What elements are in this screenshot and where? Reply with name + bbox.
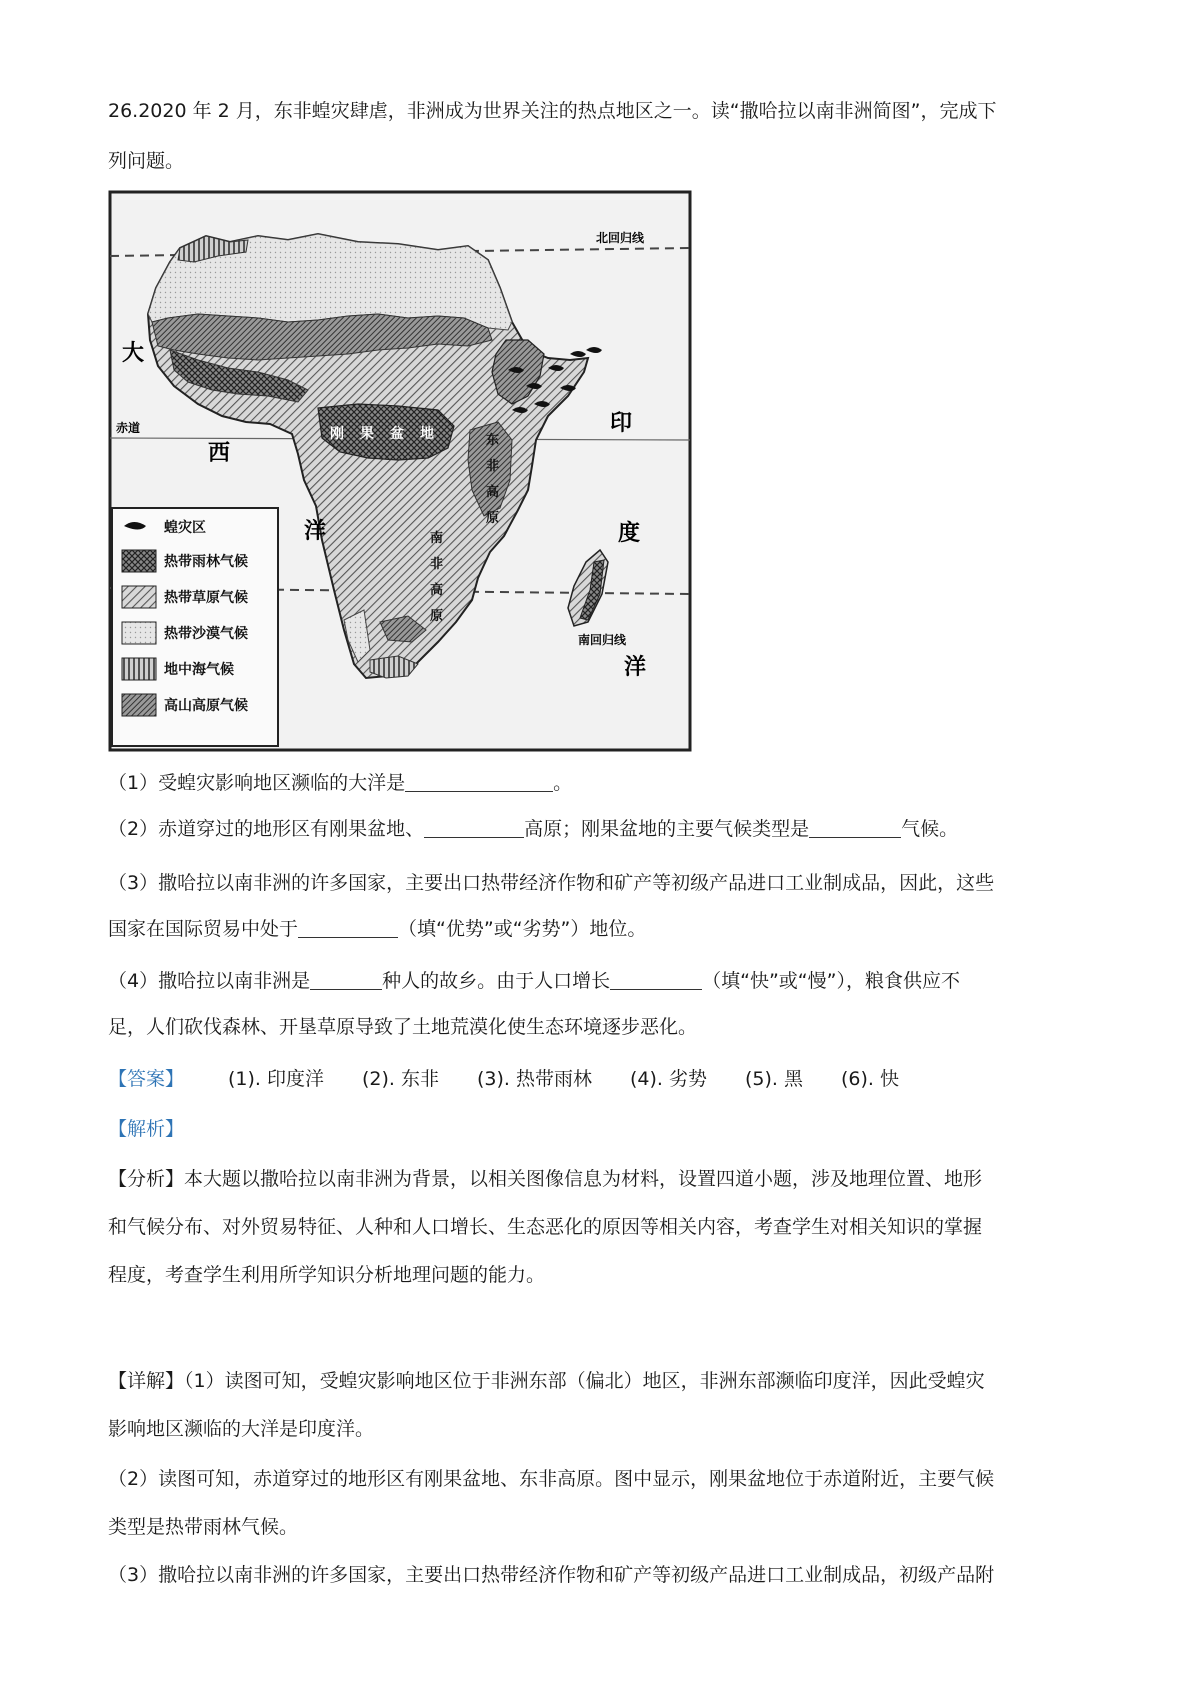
answer-item: (2). 东非 bbox=[362, 1068, 440, 1090]
answer-blank[interactable] bbox=[424, 817, 524, 838]
sub-question-2: （2）赤道穿过的地形区有刚果盆地、 高原；刚果盆地的主要气候类型是 气候。 bbox=[108, 818, 959, 840]
sub-question-4-line-1: （4）撒哈拉以南非洲是 种人的故乡。由于人口增长 （填“快”或“慢”），粮食供应不 bbox=[108, 970, 960, 992]
north-tropic-label: 北回归线 bbox=[596, 231, 645, 245]
africa-map bbox=[108, 190, 692, 752]
atlantic-label-2: 西 bbox=[208, 441, 231, 466]
question-stem-line-2: 列问题。 bbox=[108, 150, 185, 172]
south-tropic-label: 南回归线 bbox=[578, 633, 627, 647]
legend-label: 热带雨林气候 bbox=[164, 554, 248, 570]
analysis-xiangjie-line: 【详解】（1）读图可知，受蝗灾影响地区位于非洲东部（偏北）地区，非洲东部濒临印度洋，因此受蝗灾 bbox=[108, 1370, 985, 1392]
analysis-tag: 【解析】 bbox=[108, 1118, 185, 1140]
legend-swatch-savanna bbox=[122, 586, 156, 608]
equator-label: 赤道 bbox=[116, 421, 141, 435]
answer-item: (5). 黑 bbox=[745, 1068, 804, 1090]
answer-row bbox=[108, 1064, 1100, 1094]
atlantic-label-1: 大 bbox=[122, 341, 145, 366]
legend-swatch-rainforest bbox=[122, 550, 156, 572]
answer-item: (1). 印度洋 bbox=[228, 1068, 325, 1090]
analysis-xiangjie-line: 影响地区濒临的大洋是印度洋。 bbox=[108, 1418, 375, 1440]
answer-item: (6). 快 bbox=[841, 1068, 900, 1090]
sub-question-3-line-1: （3）撒哈拉以南非洲的许多国家，主要出口热带经济作物和矿产等初级产品进口工业制成品，因此，这些 bbox=[108, 872, 995, 894]
svg-text:果: 果 bbox=[360, 426, 374, 442]
legend-swatch-highland bbox=[122, 694, 156, 716]
answer-blank[interactable] bbox=[610, 969, 702, 990]
legend-label: 热带沙漠气候 bbox=[164, 626, 248, 642]
indian-label-2: 度 bbox=[618, 521, 641, 546]
africa-map-figure bbox=[108, 190, 692, 752]
svg-text:高: 高 bbox=[486, 485, 500, 500]
svg-text:非: 非 bbox=[486, 459, 500, 474]
svg-text:高: 高 bbox=[430, 583, 444, 598]
sub-question-1: （1）受蝗灾影响地区濒临的大洋是 。 bbox=[108, 772, 573, 794]
analysis-xiangjie-line: （2）读图可知，赤道穿过的地形区有刚果盆地、东非高原。图中显示，刚果盆地位于赤道附近，主要气候 bbox=[108, 1468, 995, 1490]
answer-blank[interactable] bbox=[809, 817, 901, 838]
legend-swatch-desert bbox=[122, 622, 156, 644]
answer-tag: 【答案】 bbox=[108, 1068, 185, 1090]
sub-question-3-line-2: 国家在国际贸易中处于 （填“优势”或“劣势”）地位。 bbox=[108, 918, 647, 940]
svg-text:东: 东 bbox=[486, 433, 500, 448]
analysis-fenxi-line: 【分析】本大题以撒哈拉以南非洲为背景，以相关图像信息为材料，设置四道小题，涉及地理位置、地形 bbox=[108, 1168, 983, 1190]
svg-text:南: 南 bbox=[430, 531, 444, 546]
answer-blank[interactable] bbox=[405, 771, 553, 792]
answer-item: (4). 劣势 bbox=[630, 1068, 708, 1090]
answer-blank[interactable] bbox=[310, 969, 382, 990]
question-stem-line-1: 26.2020 年 2 月，东非蝗灾肆虐，非洲成为世界关注的热点地区之一。读“撒哈拉以南非洲简图”，完成下 bbox=[108, 100, 997, 122]
svg-text:地: 地 bbox=[420, 426, 434, 442]
answer-blank[interactable] bbox=[298, 917, 398, 938]
indian-label-1: 印 bbox=[610, 411, 633, 436]
indian-label-3: 洋 bbox=[624, 655, 647, 680]
svg-text:原: 原 bbox=[430, 609, 444, 624]
legend-label: 热带草原气候 bbox=[164, 590, 248, 606]
svg-text:非: 非 bbox=[430, 557, 444, 572]
legend-swatch-mediterranean bbox=[122, 658, 156, 680]
analysis-fenxi-line: 和气候分布、对外贸易特征、人种和人口增长、生态恶化的原因等相关内容，考查学生对相关知识的掌握 bbox=[108, 1216, 983, 1238]
sub-question-4-line-2: 足，人们砍伐森林、开垦草原导致了土地荒漠化使生态环境逐步恶化。 bbox=[108, 1016, 698, 1038]
legend-label: 蝗灾区 bbox=[164, 520, 206, 536]
analysis-xiangjie-line: 类型是热带雨林气候。 bbox=[108, 1516, 299, 1538]
analysis-xiangjie-line: （3）撒哈拉以南非洲的许多国家，主要出口热带经济作物和矿产等初级产品进口工业制成品，初级产品附 bbox=[108, 1564, 995, 1586]
legend-label: 地中海气候 bbox=[164, 662, 234, 678]
answer-item: (3). 热带雨林 bbox=[477, 1068, 593, 1090]
svg-text:原: 原 bbox=[486, 511, 500, 526]
atlantic-label-3: 洋 bbox=[304, 519, 327, 544]
analysis-fenxi-line: 程度，考查学生利用所学知识分析地理问题的能力。 bbox=[108, 1264, 546, 1286]
map-legend bbox=[112, 508, 278, 746]
svg-text:刚: 刚 bbox=[330, 426, 344, 442]
legend-label: 高山高原气候 bbox=[164, 698, 248, 714]
svg-text:盆: 盆 bbox=[390, 426, 404, 442]
